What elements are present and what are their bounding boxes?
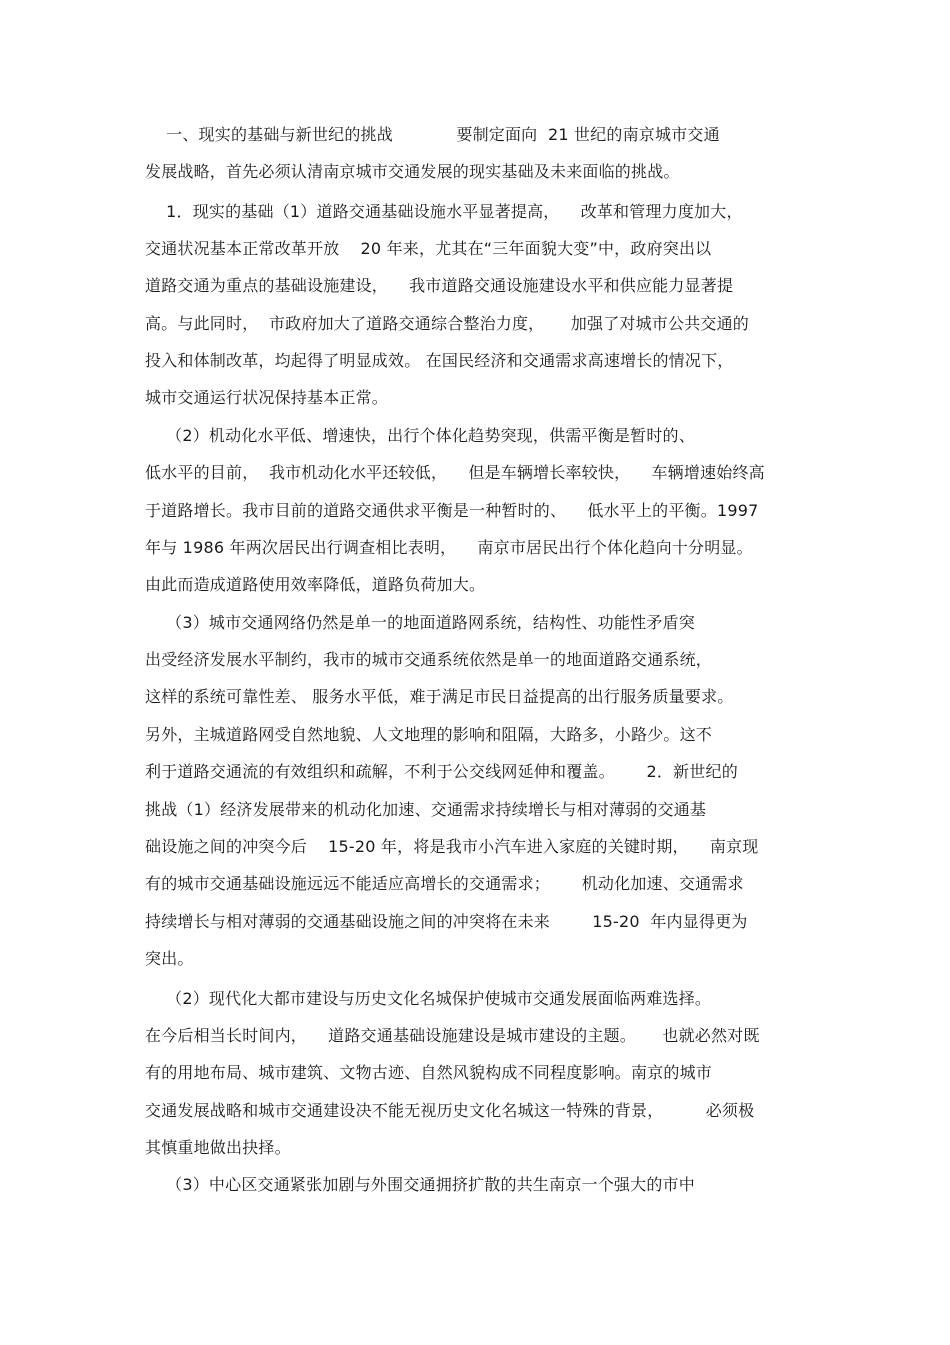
text-line: （3）城市交通网络仍然是单一的地面道路网系统，结构性、功能性矛盾突 [145,613,695,632]
text-line: 挑战（1）经济发展带来的机动化加速、交通需求持续增长与相对薄弱的交通基 [145,800,707,819]
text-line: （2）机动化水平低、增速快，出行个体化趋势突现，供需平衡是暂时的、 [145,426,695,445]
text-line: 础设施之间的冲突今后 15-20 年，将是我市小汽车进入家庭的关键时期， 南京现 [145,837,759,856]
text-line: 在今后相当长时间内， 道路交通基础设施建设是城市建设的主题。 也就必然对既 [145,1026,760,1045]
text-line: 有的城市交通基础设施远远不能适应高增长的交通需求； 机动化加速、交通需求 [145,874,744,893]
text-line: 利于道路交通流的有效组织和疏解，不利于公交线网延伸和覆盖。 2．新世纪的 [145,762,738,781]
text-line: 低水平的目前， 我市机动化水平还较低， 但是车辆增长率较快， 车辆增速始终高 [145,463,765,482]
text-line: 交通发展战略和城市交通建设决不能无视历史文化名城这一特殊的背景， 必须极 [145,1101,755,1120]
text-line: 投入和体制改革，均起得了明显成效。 在国民经济和交通需求高速增长的情况下， [145,351,734,370]
text-line: 发展战略，首先必须认清南京城市交通发展的现实基础及未来面临的挑战。 [145,162,680,181]
text-line: 有的用地布局、城市建筑、文物古迹、自然风貌构成不同程度影响。南京的城市 [145,1063,713,1082]
text-line: 年与 1986 年两次居民出行调查相比表明， 南京市居民出行个体化趋向十分明显。 [145,538,753,557]
text-line: 道路交通为重点的基础设施建设， 我市道路交通设施建设水平和供应能力显著提 [145,276,734,295]
text-line: 1．现实的基础（1）道路交通基础设施水平显著提高， 改革和管理力度加大， [145,202,743,221]
text-line: 另外，主城道路网受自然地貌、人文地理的影响和阻隔，大路多，小路少。这不 [145,725,713,744]
text-line: 持续增长与相对薄弱的交通基础设施之间的冲突将在未来 15-20 年内显得更为 [145,912,748,931]
text-line: 由此而造成道路使用效率降低，道路负荷加大。 [145,575,486,594]
text-line: 其慎重地做出抉择。 [145,1138,291,1157]
text-line: 突出。 [145,949,194,968]
text-line: 交通状况基本正常改革开放 20 年来，尤其在“三年面貌大变”中，政府突出以 [145,239,712,258]
text-line: 于道路增长。我市目前的道路交通供求平衡是一种暂时的、 低水平上的平衡。1997 [145,501,759,520]
text-line: 这样的系统可靠性差、 服务水平低，难于满足市民日益提高的出行服务质量要求。 [145,687,734,706]
text-line: 出受经济发展水平制约，我市的城市交通系统依然是单一的地面道路交通系统， [145,650,713,669]
text-line: 一、现实的基础与新世纪的挑战 要制定面向 21 世纪的南京城市交通 [145,125,720,144]
text-line: 高。与此同时， 市政府加大了道路交通综合整治力度， 加强了对城市公共交通的 [145,314,750,333]
text-line: 城市交通运行状况保持基本正常。 [145,388,389,407]
text-line: （3）中心区交通紧张加剧与外围交通拥挤扩散的共生南京一个强大的市中 [145,1175,695,1194]
text-line: （2）现代化大都市建设与历史文化名城保护使城市交通发展面临两难选择。 [145,989,712,1008]
